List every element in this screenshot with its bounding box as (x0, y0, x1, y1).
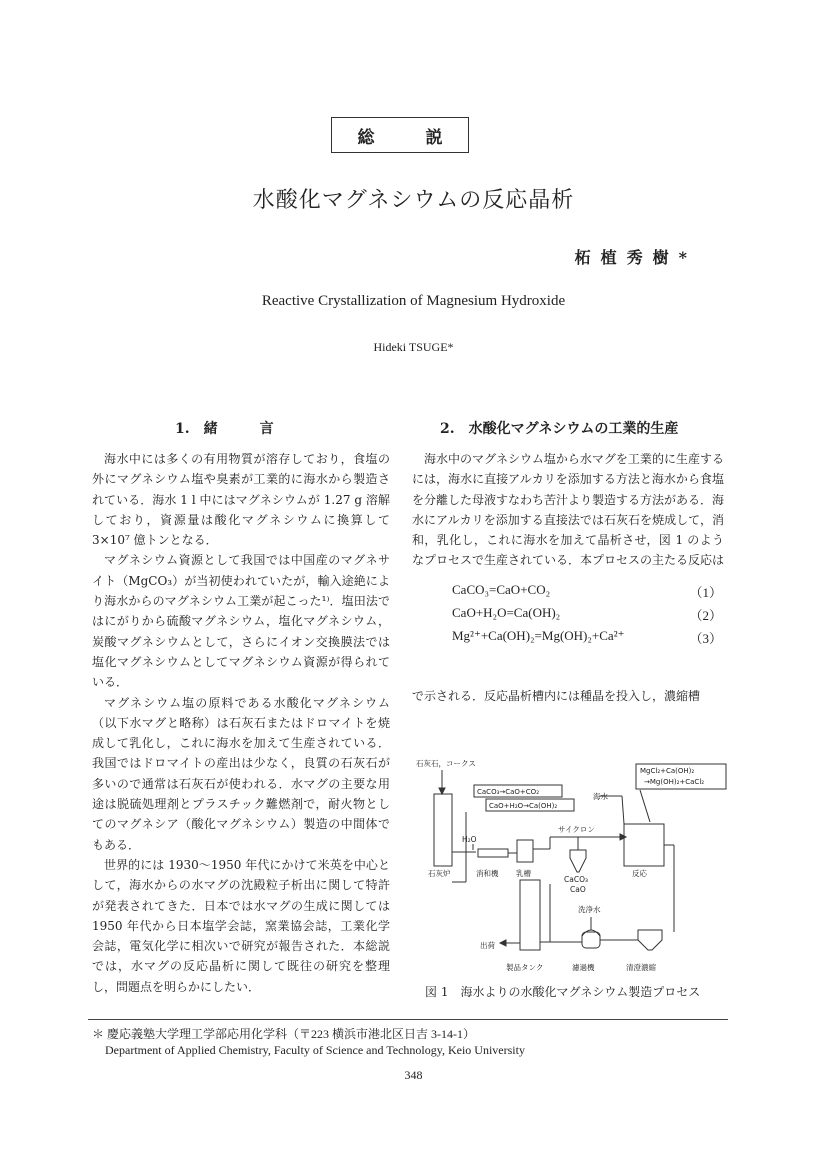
footnote-affiliation-jp: ＊ 慶応義塾大学理工学部応用化学科（〒223 横浜市港北区日吉 3-14-1） (92, 1027, 475, 1041)
label-thickener: 清澄濃縮 (626, 963, 656, 972)
cyclone-shape (570, 850, 586, 872)
article-type-char-2: 説 (425, 127, 443, 148)
slaker-shape (478, 849, 508, 857)
label-reaction-1: MgCl₂+Ca(OH)₂ (640, 767, 695, 775)
label-product-tank: 製品タンク (506, 963, 544, 972)
author-jp: 柘植秀樹* (574, 248, 697, 267)
equation-1-body: CaCO₃=CaO+CO₂ (452, 582, 551, 597)
label-reaction-2: →Mg(OH)₂+CaCl₂ (644, 778, 705, 786)
paragraph: 海水中のマグネシウム塩から水マグを工業的に生産するには，海水に直接アルカリを添加する方法と海水から食塩を分離した母液すなわち苦汁より製造する方法がある．海水にアルカリを添加する直接法では石灰石を焼成して，消和，乳化し，これに海水を加えて晶析させ，図 1 のようなプロセスで生産されている．本プロセスの主たる反応は (412, 452, 725, 568)
equation-2 (452, 605, 722, 624)
title-jp: 水酸化マグネシウムの反応晶析 (252, 188, 575, 213)
article-type-char-1: 総 (357, 127, 375, 148)
paragraph: マグネシウム資源として我国では中国産のマグネサイト（MgCO₃）が当初使われていたが，輸入途絶により海水からのマグネシウム工業が起こった¹⁾．塩田法ではにがりから硫酸マグネシウム，塩化マグネシウム，炭酸マグネシウムとして，さらにイオン交換膜法では塩化マグネシウムとしてマグネシウム資源が得られている． (92, 553, 390, 690)
reactor-shape (624, 824, 664, 866)
process-flow-diagram (410, 752, 730, 980)
filter-shape (582, 932, 600, 948)
equation-2-number: （2） (689, 608, 722, 623)
label-kiln: 石灰炉 (428, 869, 451, 878)
label-h2o: H₂O (462, 835, 477, 844)
footnote-rule (88, 1019, 728, 1020)
thickener-shape (638, 930, 662, 950)
label-shipping: 出荷 (480, 941, 495, 950)
label-eq-a: CaCO₃→CaO+CO₂ (477, 788, 540, 796)
footnote-affiliation-en: Department of Applied Chemistry, Faculty of Science and Technology, Keio University (105, 1043, 525, 1057)
label-eq-b: CaO+H₂O→Ca(OH)₂ (489, 802, 558, 810)
label-limestone-coke: 石灰石，コークス (416, 759, 476, 768)
equation-2-body: CaO+H₂O=Ca(OH)₂ (452, 605, 561, 620)
equation-3 (452, 628, 722, 647)
milk-tank-shape (517, 840, 533, 862)
paragraph: 海水中には多くの有用物質が溶存しており，食塩の外にマグネシウム塩や臭素が工業的に海水から製造されている．海水 1 l 中にはマグネシウムが 1.27 g 溶解しており，資源量は酸化マグネシウムに換算して 3×10⁷ 億トンとなる． (92, 452, 390, 548)
label-seawater: 海水 (593, 792, 608, 801)
paragraph: マグネシウム塩の原料である水酸化マグネシウム（以下水マグと略称）は石灰石またはドロマイトを焼成して乳化し，これに海水を加えて生産されている．我国ではドロマイトの産出は少なく，良質の石灰石が多いので通常は石灰石が使われる．水マグの主要な用途は脱硫処理剤とプラスチック難燃剤で，耐火物としてのマグネシア（酸化マグネシウム）製造の中間体でもある． (92, 695, 390, 852)
title-en: Reactive Crystallization of Magnesium Hydroxide (261, 293, 566, 309)
label-wash-water: 洗浄水 (578, 905, 601, 914)
label-cao: CaO (570, 885, 586, 894)
label-filter: 濾過機 (572, 963, 595, 972)
equation-1-number: （1） (689, 585, 722, 600)
kiln-shape (434, 794, 452, 866)
label-milk-tank: 乳槽 (516, 869, 531, 878)
right-column-text-2 (412, 686, 724, 706)
equation-3-number: （3） (689, 631, 722, 646)
label-cyclone: サイクロン (558, 825, 595, 834)
right-column-text (412, 449, 724, 571)
left-column (92, 449, 390, 997)
product-tank-shape (520, 880, 540, 950)
label-slaker: 消和機 (476, 869, 499, 878)
equation-1 (452, 582, 722, 601)
figure-caption: 図 1 海水よりの水酸化マグネシウム製造プロセス (425, 985, 701, 999)
label-caco3: CaCO₃ (564, 875, 588, 884)
label-reactor: 反応 (632, 869, 647, 878)
paragraph: で示される．反応晶析槽内には種晶を投入し，濃縮槽 (412, 689, 701, 703)
section-1-heading: 1. 緒 言 (175, 421, 274, 437)
page-number: 348 (404, 1068, 423, 1082)
equation-3-body: Mg²⁺+Ca(OH)₂=Mg(OH)₂+Ca²⁺ (452, 628, 625, 643)
author-en: Hideki TSUGE* (373, 340, 454, 354)
section-2-heading: 2. 水酸化マグネシウムの工業的生産 (440, 421, 679, 437)
article-type-label (331, 117, 469, 153)
paragraph: 世界的には 1930～1950 年代にかけて米英を中心として，海水からの水マグの沈殿粒子析出に関して特許が発表されてきた．日本では水マグの生成に関しては 1950 年代から日本塩学会誌，窯業協会誌，工業化学会誌，電気化学に相次いで研究が報告された．本総説では，水マグの反応晶析に関して既往の研究を整理し，問題点を明らかにしたい． (92, 857, 390, 994)
